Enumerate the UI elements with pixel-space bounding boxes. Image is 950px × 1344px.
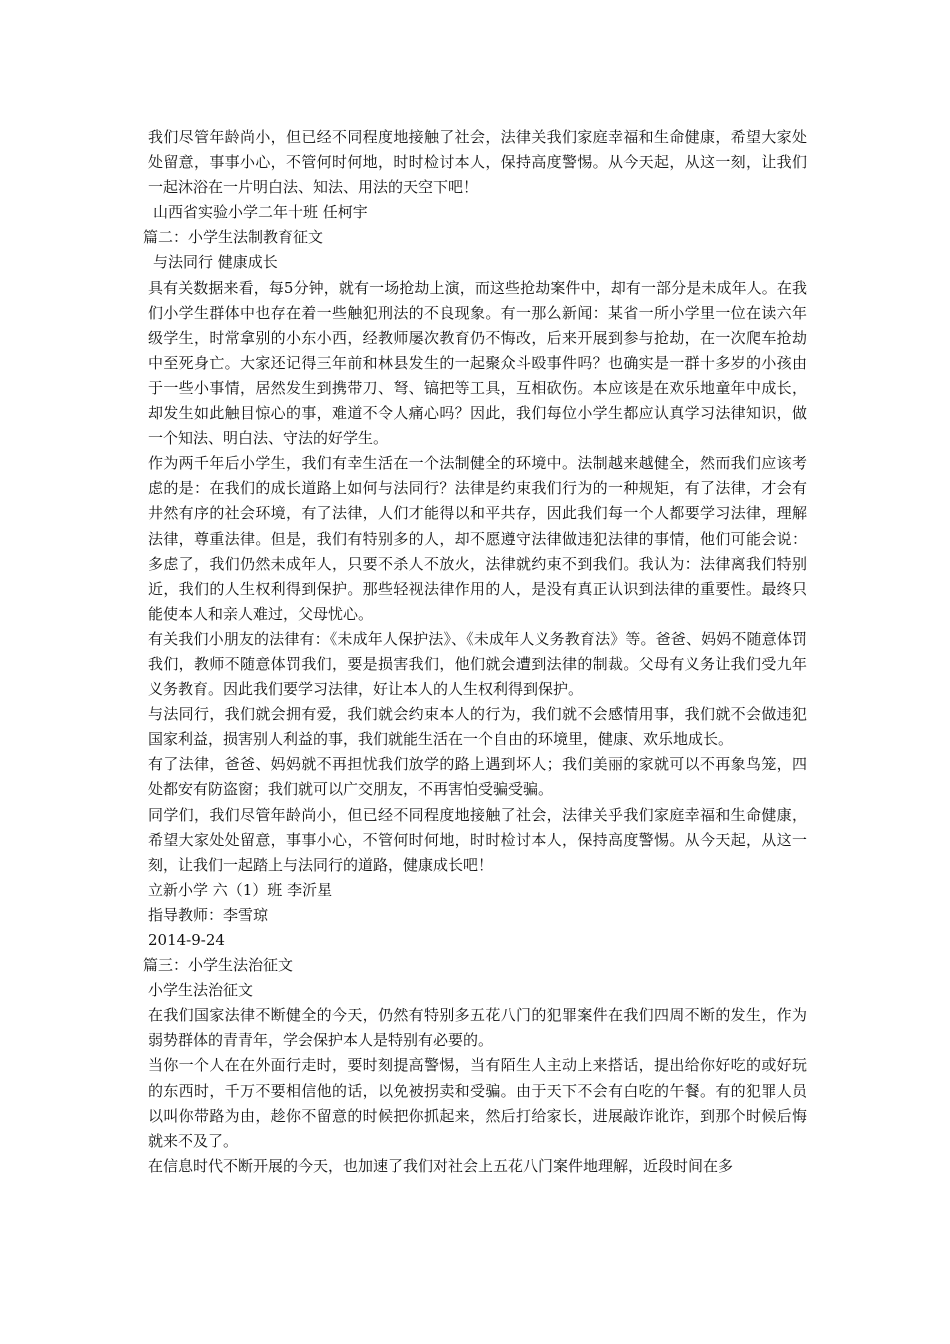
paragraph: 有了法律，爸爸、妈妈就不再担忧我们放学的路上遇到坏人；我们美丽的家就可以不再象鸟笼，四处都安有防盗窗；我们就可以广交朋友，不再害怕受骗受骗。 (148, 755, 807, 799)
paragraph: 在我们国家法律不断健全的今天，仍然有特别多五花八门的犯罪案件在我们四周不断的发生，作为弱势群体的青青年，学会保护本人是特别有必要的。 (148, 1006, 807, 1050)
section-heading-3: 篇三：小学生法治征文 (143, 956, 294, 975)
paragraph: 具有关数据来看，每5分钟，就有一场抢劫上演，而这些抢劫案件中，却有一部分是未成年人。在我们小学生群体中也存在着一些触犯刑法的不良现象。有一那么新闻：某省一所小学里一位在读六年级学生，时常拿别的小东小西，经教师屡次教育仍不悔改，后来开展到参与抢劫，在一次爬车抢劫中至死身亡。大家还记得三年前和林县发生的一起聚众斗殴事件吗？也确实是一群十多岁的小孩由于一些小事情，居然发生到携带刀、弩、镐把等工具，互相砍伤。本应该是在欢乐地童年中成长，却发生如此触目惊心的事，难道不令人痛心吗？因此，我们每位小学生都应认真学习法律知识，做一个知法、明白法、守法的好学生。 (148, 278, 807, 448)
paragraph: 在信息时代不断开展的今天，也加速了我们对社会上五花八门案件地理解，近段时间在多 (148, 1156, 734, 1175)
date-line: 2014-9-24 (148, 931, 225, 949)
essay-title: 小学生法治征文 (148, 981, 254, 1000)
paragraph: 当你一个人在在外面行走时，要时刻提高警惕，当有陌生人主动上来搭话，提出给你好吃的或好玩的东西时，千万不要相信他的话，以免被拐卖和受骗。由于天下不会有白吃的午餐。有的犯罪人员以叫你带路为由，趁你不留意的时候把你抓起来，然后打给家长，进展敲诈讹诈，到那个时候后悔就来不及了。 (148, 1056, 807, 1150)
essay-title: 与法同行 健康成长 (153, 253, 278, 272)
paragraph: 同学们，我们尽管年龄尚小，但已经不同程度地接触了社会，法律关乎我们家庭幸福和生命健康，希望大家处处留意，事事小心，不管何时何地，时时检讨本人，保持高度警惕。从今天起，从这一刻，让我们一起踏上与法同行的道路，健康成长吧！ (148, 805, 807, 874)
paragraph: 作为两千年后小学生，我们有幸生活在一个法制健全的环境中。法制越来越健全，然而我们应该考虑的是：在我们的成长道路上如何与法同行？法律是约束我们行为的一种规矩，有了法律，才会有井然有序的社会环境，有了法律，人们才能得以和平共存，因此我们每一个人都要学习法律，理解法律，尊重法律。但是，我们有特别多的人，却不愿遵守法律做违犯法律的事情，他们可能会说：多虑了，我们仍然未成年人，只要不杀人不放火，法律就约束不到我们。我认为：法律离我们特别近，我们的人生权利得到保护。那些轻视法律作用的人，是没有真正认识到法律的重要性。最终只能使本人和亲人难过，父母忧心。 (148, 454, 807, 623)
author-signature: 立新小学 六（1）班 李沂星 (148, 880, 333, 899)
document-body (143, 125, 807, 1179)
advisor-line: 指导教师：李雪琼 (148, 905, 269, 924)
paragraph-intro-closing: 我们尽管年龄尚小，但已经不同程度地接触了社会，法律关我们家庭幸福和生命健康，希望大家处处留意，事事小心，不管何时何地，时时检讨本人，保持高度警惕。从今天起，从这一刻，让我们一起沐浴在一片明白法、知法、用法的天空下吧！ (148, 128, 807, 197)
paragraph: 有关我们小朋友的法律有：《未成年人保护法》、《未成年人义务教育法》等。爸爸、妈妈不随意体罚我们，教师不随意体罚我们，要是损害我们，他们就会遭到法律的制裁。父母有义务让我们受九年义务教育。因此我们要学习法律，好让本人的人生权利得到保护。 (148, 629, 807, 699)
paragraph: 与法同行，我们就会拥有爱，我们就会约束本人的行为，我们就不会感情用事，我们就不会做违犯国家利益，损害别人利益的事，我们就能生活在一个自由的环境里，健康、欢乐地成长。 (148, 705, 807, 749)
section-heading-2: 篇二：小学生法制教育征文 (143, 228, 324, 247)
author-signature: 山西省实验小学二年十班 任柯宇 (153, 203, 368, 222)
